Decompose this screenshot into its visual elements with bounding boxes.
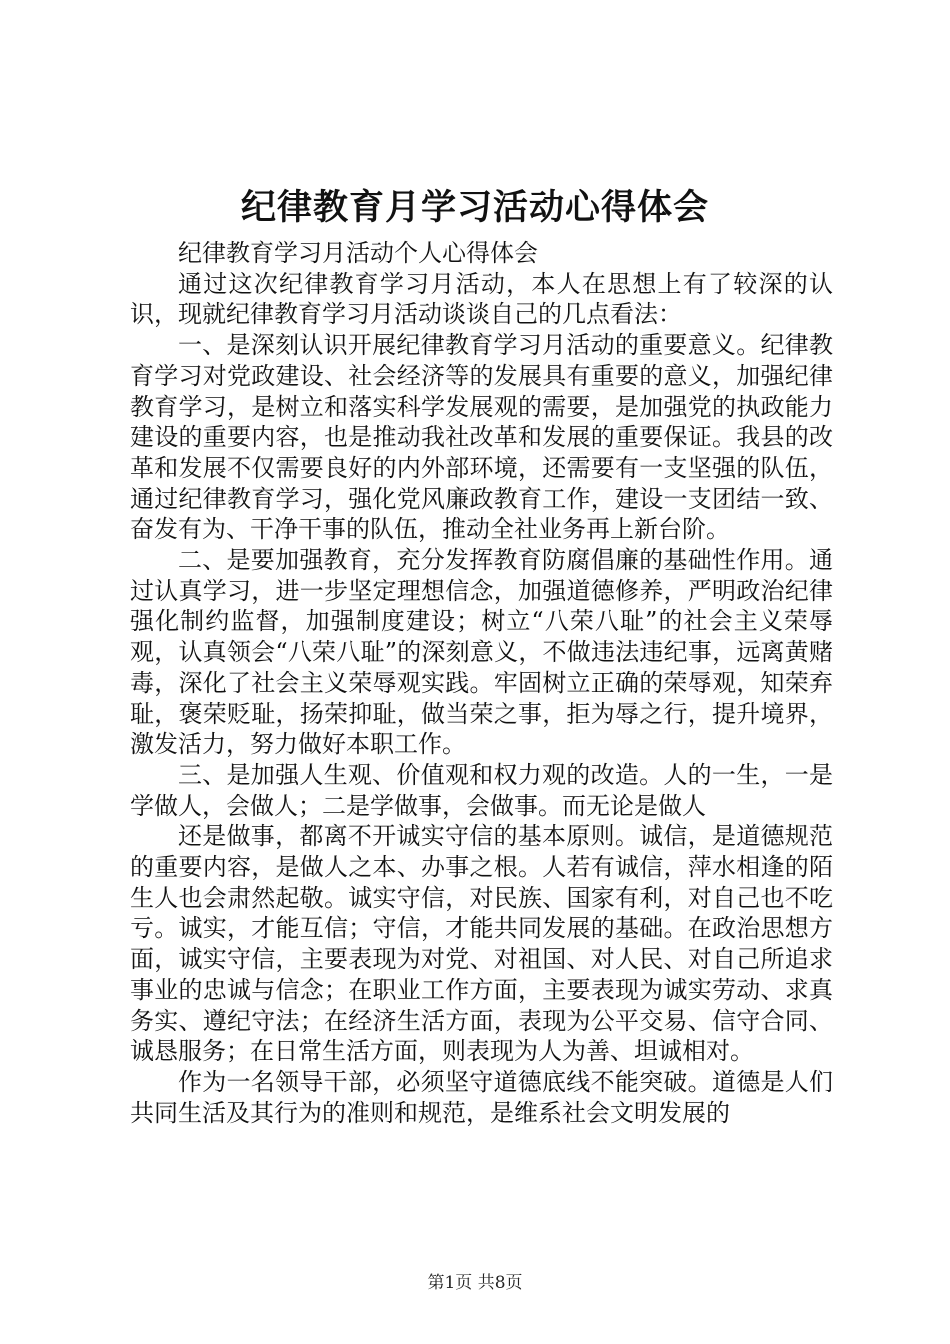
paragraph-point-one: 一、是深刻认识开展纪律教育学习月活动的重要意义。纪律教育学习对党政建设、社会经济等的发展具有重要的意义，加强纪律教育学习，是树立和落实科学发展观的需要，是加强党的执政能力建设的重要内容，也是推动我社改革和发展的重要保证。我县的改革和发展不仅需要良好的内外部环境，还需要有一支坚强的队伍，通过纪律教育学习，强化党风廉政教育工作，建设一支团结一致、奋发有为、干净干事的队伍，推动全社业务再上新台阶。 (130, 331, 833, 544)
paragraph-integrity: 还是做事，都离不开诚实守信的基本原则。诚信，是道德规范的重要内容，是做人之本、办事之根。人若有诚信，萍水相逢的陌生人也会肃然起敬。诚实守信，对民族、国家有利，对自己也不吃亏。诚实，才能互信；守信，才能共同发展的基础。在政治思想方面，诚实守信，主要表现为对党、对祖国、对人民、对自己所追求事业的忠诚与信念；在职业工作方面，主要表现为诚实劳动、求真务实、遵纪守法；在经济生活方面，表现为公平交易、信守合同、诚恳服务；在日常生活方面，则表现为人为善、坦诚相对。 (130, 822, 833, 1066)
paragraph-point-two: 二、是要加强教育，充分发挥教育防腐倡廉的基础性作用。通过认真学习，进一步坚定理想信念，加强道德修养，严明政治纪律强化制约监督，加强制度建设；树立“八荣八耻”的社会主义荣辱观，认真领会“八荣八耻”的深刻意义，不做违法违纪事，远离黄赌毒，深化了社会主义荣辱观实践。牢固树立正确的荣辱观，知荣弃耻，褒荣贬耻，扬荣抑耻，做当荣之事，拒为辱之行，提升境界，激发活力，努力做好本职工作。 (130, 546, 833, 759)
page-number-footer: 第1页 共8页 (427, 1273, 523, 1293)
paragraph-intro: 通过这次纪律教育学习月活动，本人在思想上有了较深的认识，现就纪律教育学习月活动谈谈自己的几点看法： (130, 269, 833, 329)
paragraph-point-three: 三、是加强人生观、价值观和权力观的改造。人的一生，一是学做人，会做人；二是学做事，会做事。而无论是做人 (130, 760, 833, 820)
paragraph-moral-bottom-line: 作为一名领导干部，必须坚守道德底线不能突破。道德是人们共同生活及其行为的准则和规范，是维系社会文明发展的 (130, 1067, 833, 1127)
paragraph-subtitle: 纪律教育学习月活动个人心得体会 (178, 239, 538, 267)
document-body (130, 238, 833, 1128)
document-title: 纪律教育月学习活动心得体会 (240, 187, 709, 228)
